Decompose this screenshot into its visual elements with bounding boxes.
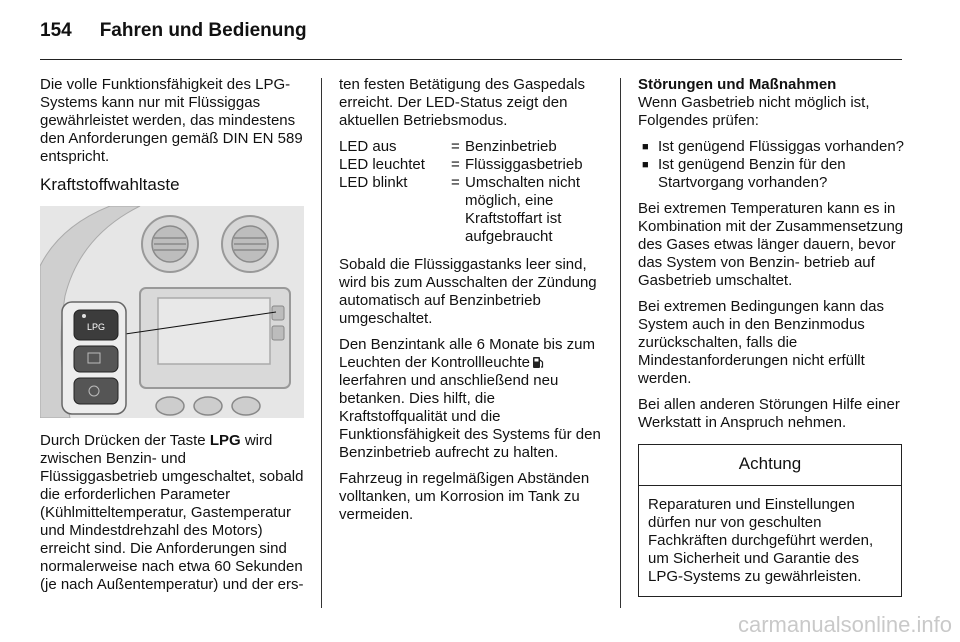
watermark: carmanualsonline.info bbox=[737, 612, 952, 637]
table-row: LED aus = Benzinbetrieb bbox=[339, 138, 557, 155]
full-tank-paragraph: Fahrzeug in regelmäßigen Abständen volltanken, um Korrosion im Tank zu vermeiden. bbox=[339, 470, 590, 523]
led-status-intro: ten festen Betätigung des Gaspedals erreicht. Der LED-Status zeigt den aktuellen Betriebsmodus. bbox=[339, 76, 586, 129]
check-intro: Wenn Gasbetrieb nicht möglich ist, Folgendes prüfen: bbox=[638, 94, 870, 129]
column-left bbox=[40, 76, 305, 602]
lpg-key-label: LPG bbox=[209, 432, 241, 449]
caution-title: Achtung bbox=[639, 445, 901, 486]
troubleshooting-title: Störungen und Maßnahmen bbox=[638, 76, 837, 93]
table-row: LED blinkt = Umschalten nicht möglich, eine Kraftstoffart ist aufgebraucht bbox=[339, 174, 581, 245]
column-middle bbox=[339, 76, 605, 532]
fuel-warning-lamp-icon bbox=[532, 355, 544, 369]
column-divider-right bbox=[620, 78, 621, 608]
header-rule bbox=[40, 59, 902, 60]
extreme-conditions-paragraph: Bei extremen Bedingungen kann das System auch in den Benzinmodus zurückschalten, falls die Mindestanforderungen nicht erfüllt werden. bbox=[638, 298, 885, 387]
check-list bbox=[638, 138, 904, 192]
column-right bbox=[638, 76, 904, 597]
led-status-table bbox=[339, 138, 605, 246]
tank-empty-paragraph: Sobald die Flüssiggastanks leer sind, wird bis zum Ausschalten der Zündung automatisch auf Benzinbetrieb umgeschaltet. bbox=[339, 256, 597, 327]
intro-paragraph: Die volle Funktionsfähigkeit des LPG-Systems kann nur mit Flüssiggas gewährleistet werden, das mindestens den Anforderungen gemäß DIN EN 589 entspricht. bbox=[40, 76, 303, 165]
fuel-tank-paragraph: Den Benzintank alle 6 Monate bis zum Leuchten der Kontrollleuchte leerfahren und anschließend neu betanken. Dies hilft, die Kraftstoffqualität und die Funktionsfähigkeit des Systems für den Benzinbetrieb aufrecht zu halten. bbox=[339, 336, 601, 461]
lpg-key-paragraph: Durch Drücken der Taste LPG wird zwischen Benzin- und Flüssiggasbetrieb umgeschaltet, sobald die erforderlichen Parameter (Kühlmitteltemperatur, Gastemperatur und Mindestdrehzahl des Motors) erreicht sind. Die Anforderungen sind normalerweise nach etwa 60 Sekunden (je nach Außentemperatur) und der ers- bbox=[40, 432, 304, 593]
dashboard-illustration bbox=[40, 206, 304, 418]
table-row: LED leuchtet = Flüssiggasbetrieb bbox=[339, 156, 583, 173]
caution-text: Reparaturen und Einstellungen dürfen nur von geschulten Fachkräften durchgeführt werden, um Sicherheit und Garantie des LPG-Systems zu gewährleisten. bbox=[648, 496, 874, 585]
column-divider-left bbox=[321, 78, 322, 608]
list-item: ■ Ist genügend Benzin für den Startvorgang vorhanden? bbox=[638, 156, 904, 192]
temperature-paragraph: Bei extremen Temperaturen kann es in Kombination mit der Zusammensetzung des Gases etwas länger dauern, bevor das System von Benzin- betrieb auf Gasbetrieb umschaltet. bbox=[638, 200, 904, 289]
page-number: 154 bbox=[40, 20, 72, 41]
lpg-button-label: LPG bbox=[86, 322, 106, 332]
list-item: ■ Ist genügend Flüssiggas vorhanden? bbox=[638, 138, 904, 156]
chapter-title: Fahren und Bedienung bbox=[99, 20, 307, 41]
page-header bbox=[40, 20, 307, 50]
workshop-paragraph: Bei allen anderen Störungen Hilfe einer Werkstatt in Anspruch nehmen. bbox=[638, 396, 900, 431]
section-title: Kraftstoffwahltaste bbox=[40, 175, 180, 194]
caution-box bbox=[638, 444, 902, 597]
